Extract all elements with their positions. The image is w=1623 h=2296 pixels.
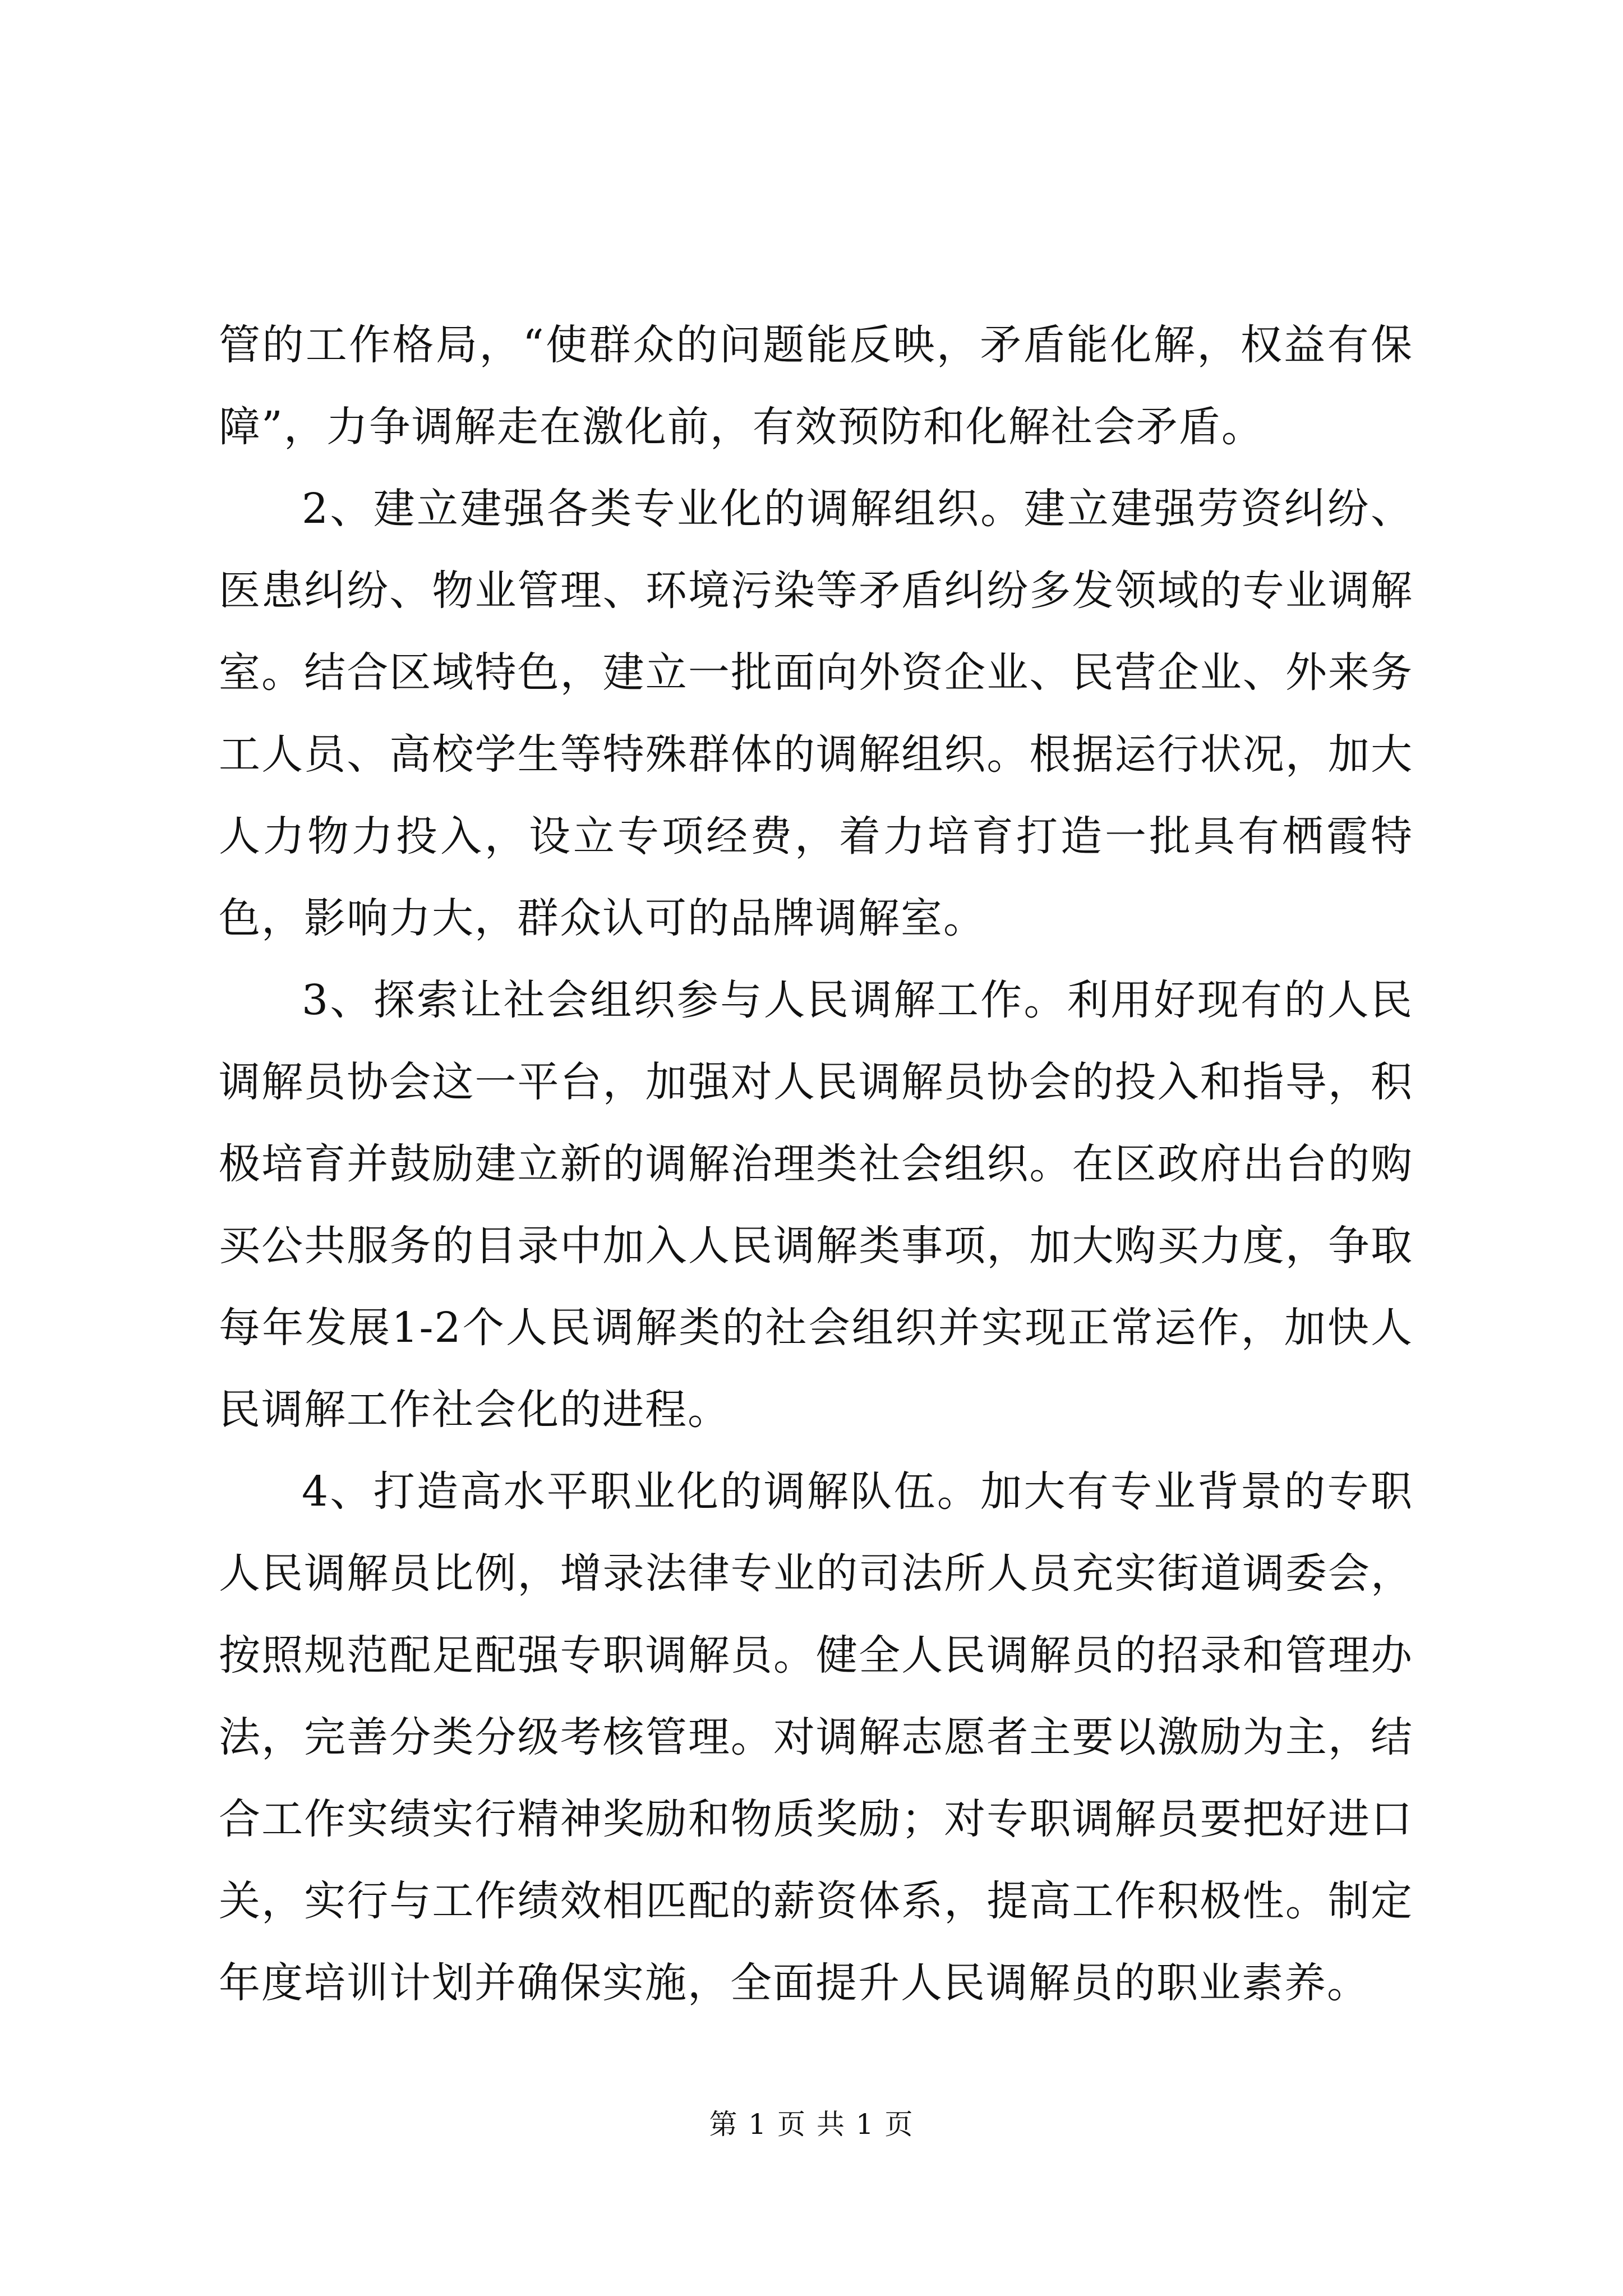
page-footer: 第 1 页 共 1 页 — [709, 2108, 914, 2141]
paragraph-item-3: 3、探索让社会组织参与人民调解工作。利用好现有的人民调解员协会这一平台，加强对人民调解员协会的投入和指导，积极培育并鼓励建立新的调解治理类社会组织。在区政府出台的购买公共服务的目录中加入人民调解类事项，加大购买力度，争取每年发展1-2个人民调解类的社会组织并实现正常运作，加快人民调解工作社会化的进程。 — [219, 976, 1413, 1434]
document-body — [219, 304, 1413, 2024]
paragraph-item-4: 4、打造高水平职业化的调解队伍。加大有专业背景的专职人民调解员比例，增录法律专业的司法所人员充实街道调委会，按照规范配足配强专职调解员。健全人民调解员的招录和管理办法，完善分类分级考核管理。对调解志愿者主要以激励为主，结合工作实绩实行精神奖励和物质奖励；对专职调解员要把好进口关，实行与工作绩效相匹配的薪资体系，提高工作积极性。制定年度培训计划并确保实施，全面提升人民调解员的职业素养。 — [219, 1467, 1413, 2007]
paragraph-continuation: 管的工作格局，“使群众的问题能反映，矛盾能化解，权益有保障”，力争调解走在激化前，有效预防和化解社会矛盾。 — [219, 321, 1413, 451]
paragraph-item-2: 2、建立建强各类专业化的调解组织。建立建强劳资纠纷、医患纠纷、物业管理、环境污染等矛盾纠纷多发领域的专业调解室。结合区域特色，建立一批面向外资企业、民营企业、外来务工人员、高校学生等特殊群体的调解组织。根据运行状况，加大人力物力投入，设立专项经费，着力培育打造一批具有栖霞特色，影响力大，群众认可的品牌调解室。 — [219, 485, 1413, 942]
